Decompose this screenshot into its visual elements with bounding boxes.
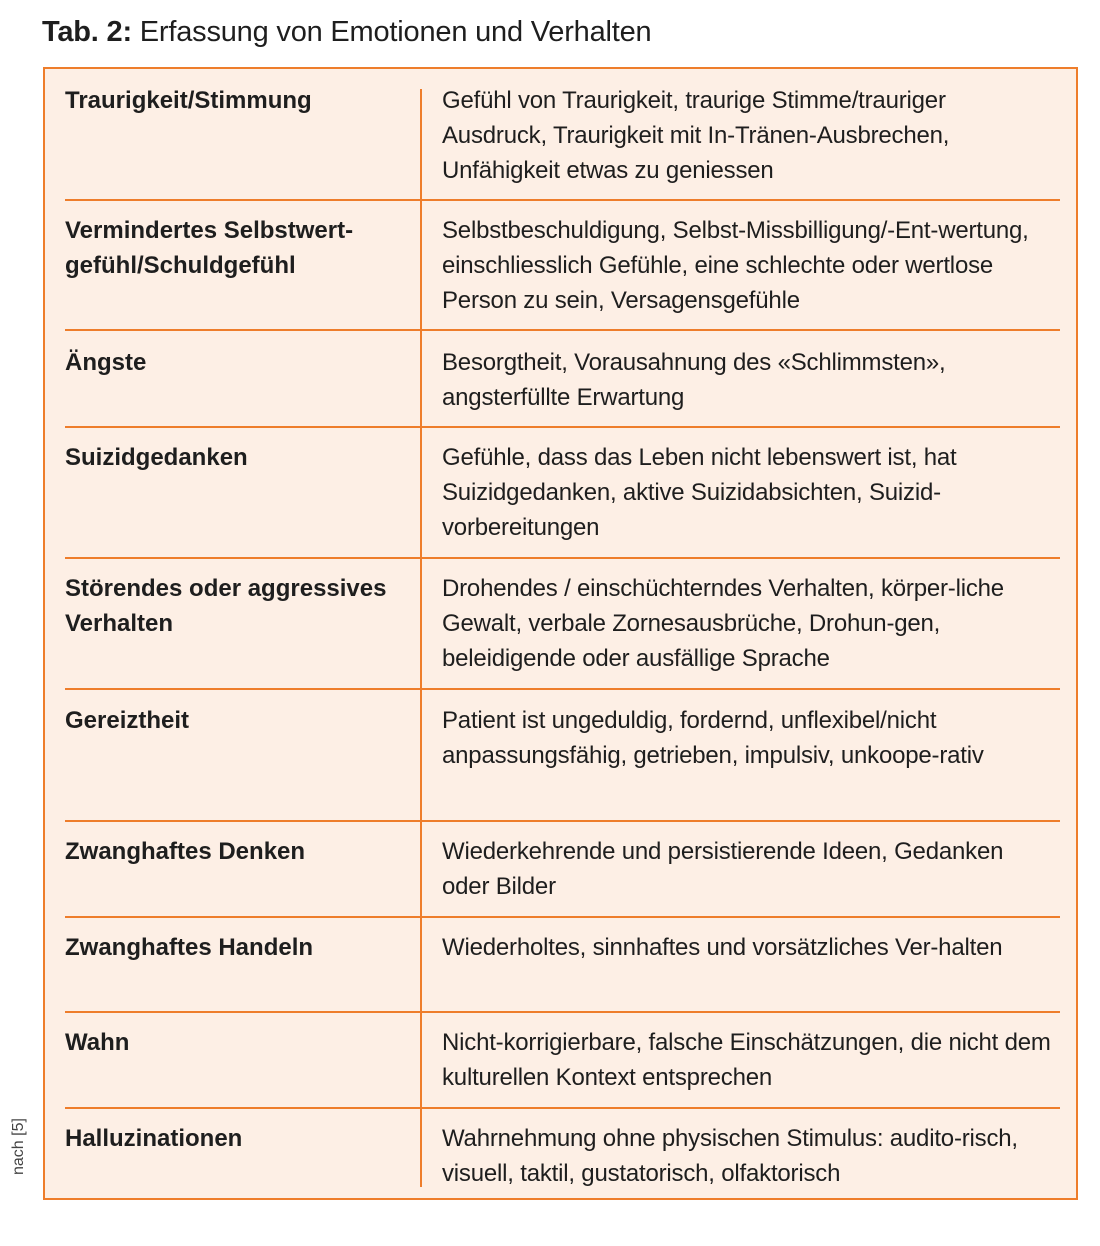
table-number: Tab. 2: — [42, 16, 132, 48]
row-term: Ängste — [65, 349, 147, 376]
table-row — [65, 689, 1060, 822]
row-description: Wiederholtes, sinnhaftes und vorsätzliches Ver-halten — [442, 934, 1003, 961]
column-divider — [420, 89, 422, 201]
column-divider — [420, 1011, 422, 1109]
column-divider — [420, 820, 422, 918]
table-row — [65, 69, 1060, 201]
row-term: Wahn — [65, 1029, 130, 1056]
table-title: Erfassung von Emotionen und Verhalten — [131, 16, 652, 48]
column-divider — [420, 199, 422, 331]
row-term: Halluzinationen — [65, 1125, 243, 1152]
table-row — [65, 426, 1060, 559]
table-caption — [42, 16, 652, 49]
column-divider — [420, 916, 422, 1013]
row-term: Zwanghaftes Handeln — [65, 934, 314, 961]
row-term: Störendes oder aggressives Verhalten — [65, 575, 387, 637]
row-term: Traurigkeit/Stimmung — [65, 87, 312, 114]
table-row — [65, 331, 1060, 428]
row-term: Gereiztheit — [65, 707, 190, 734]
row-description: Wahrnehmung ohne physischen Stimulus: audito-risch, visuell, taktil, gustatorisch, olfaktorisch — [442, 1125, 1018, 1187]
table-row — [65, 557, 1060, 690]
column-divider — [420, 331, 422, 428]
row-description: Nicht-korrigierbare, falsche Einschätzungen, die nicht dem kulturellen Kontext entsprechen — [442, 1029, 1051, 1091]
table-row — [65, 1107, 1060, 1187]
row-description: Gefühl von Traurigkeit, traurige Stimme/trauriger Ausdruck, Traurigkeit mit In-Tränen-Ausbrechen, Unfähigkeit etwas zu geniessen — [442, 87, 950, 184]
column-divider — [420, 1107, 422, 1187]
row-term: Zwanghaftes Denken — [65, 838, 306, 865]
column-divider — [420, 557, 422, 690]
row-description: Besorgtheit, Vorausahnung des «Schlimmsten», angsterfüllte Erwartung — [442, 349, 946, 411]
row-term: Vermindertes Selbstwert-gefühl/Schuldgefühl — [65, 217, 354, 279]
row-description: Patient ist ungeduldig, fordernd, unflexibel/nicht anpassungsfähig, getrieben, impulsiv, unkoope-rativ — [442, 707, 984, 769]
table-row — [65, 1011, 1060, 1109]
row-description: Drohendes / einschüchterndes Verhalten, körper-liche Gewalt, verbale Zornesausbrüche, Drohun-gen, beleidigende oder ausfällige Sprache — [442, 575, 1004, 672]
table-box — [43, 67, 1078, 1200]
table-row — [65, 916, 1060, 1013]
row-description: Gefühle, dass das Leben nicht lebenswert ist, hat Suizidgedanken, aktive Suizidabsichten, Suizid-vorbereitungen — [442, 444, 957, 541]
column-divider — [420, 689, 422, 822]
table-row — [65, 820, 1060, 918]
table-row — [65, 199, 1060, 331]
column-divider — [420, 426, 422, 559]
row-term: Suizidgedanken — [65, 444, 248, 471]
row-description: Wiederkehrende und persistierende Ideen, Gedanken oder Bilder — [442, 838, 1004, 900]
source-note: nach [5] — [10, 1118, 27, 1175]
row-description: Selbstbeschuldigung, Selbst-Missbilligung/-Ent-wertung, einschliesslich Gefühle, eine schlechte oder wertlose Person zu sein, Versagensgefühle — [442, 217, 1029, 314]
